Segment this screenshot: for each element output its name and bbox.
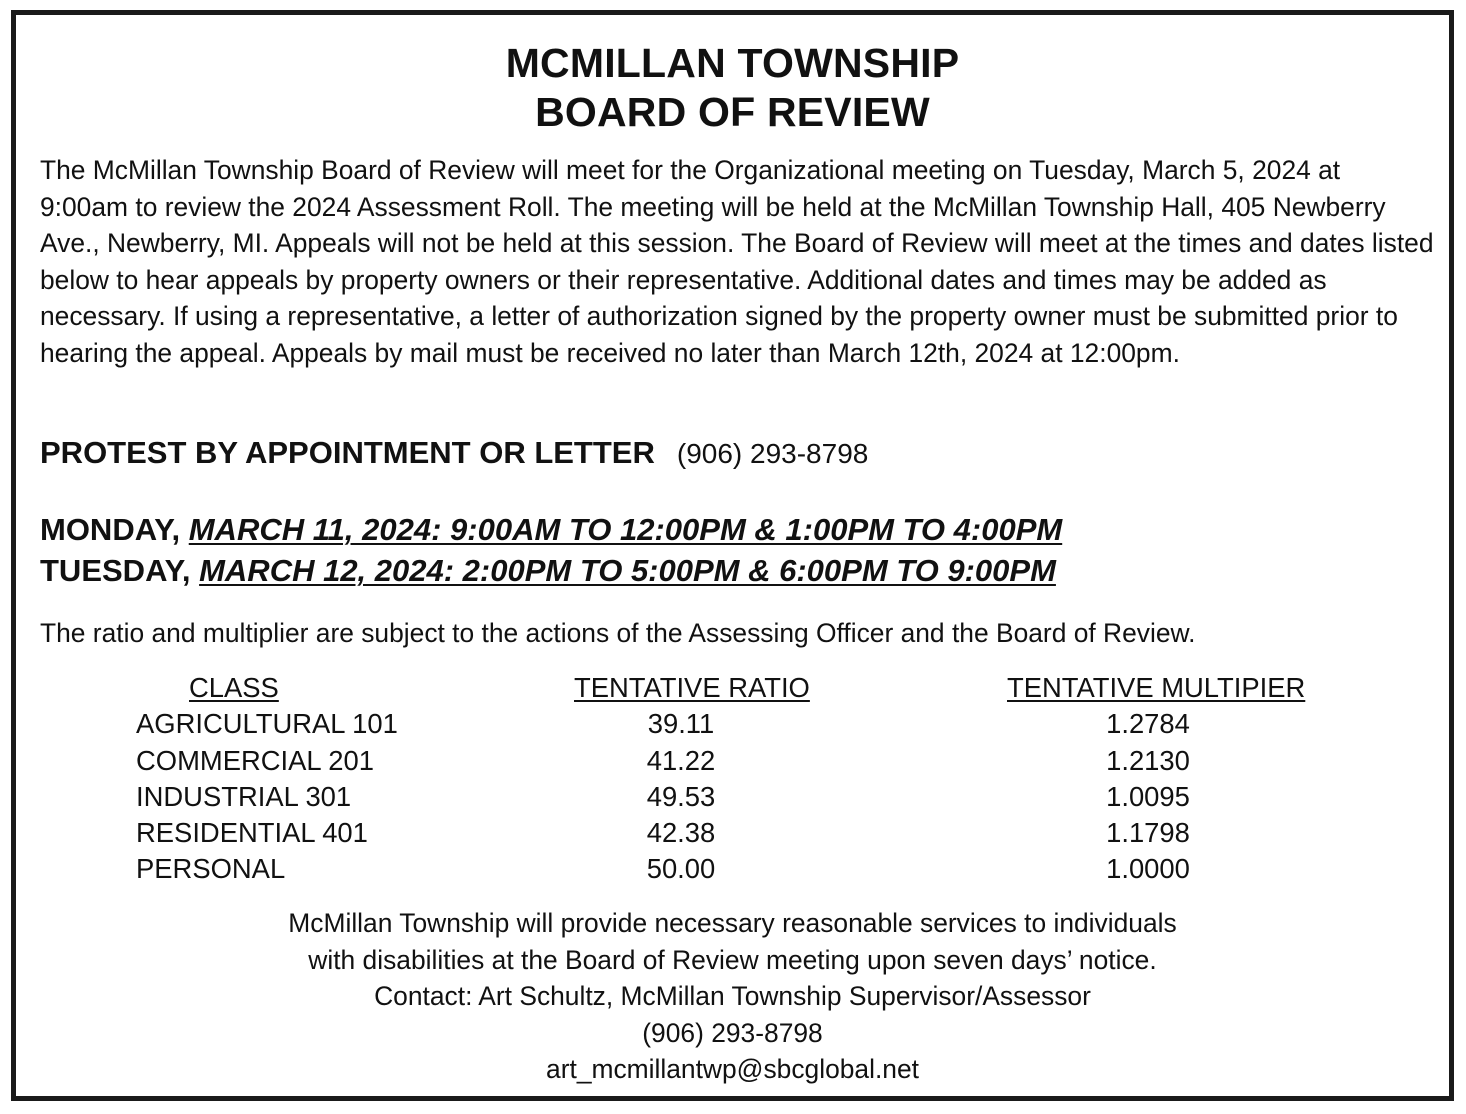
table-row <box>16 851 1449 887</box>
accessibility-contact <box>16 905 1449 1088</box>
multiplier-cell: 1.2130 <box>1106 744 1190 776</box>
header-ratio: TENTATIVE RATIO <box>574 672 810 703</box>
header-multiplier: TENTATIVE MULTIPIER <box>1007 672 1306 703</box>
footer-line-2: with disabilities at the Board of Review meeting upon seven days’ notice. <box>308 944 1157 975</box>
contact-email: art_mcmillantwp@sbcglobal.net <box>546 1054 919 1084</box>
ratio-cell: 41.22 <box>646 744 716 776</box>
protest-phone: (906) 293-8798 <box>676 438 869 469</box>
class-cell: AGRICULTURAL 101 <box>136 708 398 740</box>
notice-title <box>16 39 1449 137</box>
schedule-day: TUESDAY, <box>40 553 191 588</box>
multiplier-cell: 1.0000 <box>1106 853 1190 885</box>
schedule-row-tuesday <box>40 550 1062 591</box>
hearing-schedule <box>40 509 1062 591</box>
schedule-day: MONDAY, <box>40 512 181 547</box>
ratio-cell: 39.11 <box>647 708 715 740</box>
contact-name: Contact: Art Schultz, McMillan Township Supervisor/Assessor <box>374 981 1091 1011</box>
multiplier-cell: 1.1798 <box>1106 817 1190 849</box>
multiplier-cell: 1.0095 <box>1106 780 1190 812</box>
intro-paragraph: The McMillan Township Board of Review will meet for the Organizational meeting on Tuesday, March 5, 2024 at 9:00am to review the 2024 Assessment Roll. The meeting will be held at the McMillan Township Hall, 405 Newberry Ave., Newberry, MI. Appeals will not be held at this session. The Board of Review will meet at the times and dates listed below to hear appeals by property owners or their representative. Additional dates and times may be added as necessary. If using a representative, a letter of authorization signed by the property owner must be submitted prior to hearing the appeal. Appeals by mail must be received no later than March 12th, 2024 at 12:00pm. <box>40 155 1434 368</box>
ratio-cell: 50.00 <box>646 853 716 885</box>
schedule-times: MARCH 12, 2024: 2:00PM TO 5:00PM & 6:00PM TO 9:00PM <box>199 553 1056 588</box>
contact-phone: (906) 293-8798 <box>642 1017 823 1048</box>
class-cell: INDUSTRIAL 301 <box>136 780 352 812</box>
multiplier-cell: 1.2784 <box>1106 708 1190 740</box>
header-class: CLASS <box>189 672 279 703</box>
class-cell: PERSONAL <box>136 853 286 885</box>
schedule-row-monday <box>40 509 1062 550</box>
table-row <box>16 815 1449 851</box>
notice-frame <box>11 10 1454 1101</box>
ratio-cell: 49.53 <box>646 780 716 812</box>
table-row <box>16 779 1449 815</box>
class-cell: RESIDENTIAL 401 <box>136 817 368 849</box>
ratio-note: The ratio and multiplier are subject to the actions of the Assessing Officer and the Board of Review. <box>40 618 1196 648</box>
table-row <box>16 706 1449 742</box>
table-header-row <box>16 670 1449 706</box>
protest-line <box>40 433 868 474</box>
class-cell: COMMERCIAL 201 <box>136 744 374 776</box>
footer-line-1: McMillan Township will provide necessary reasonable services to individuals <box>288 908 1177 938</box>
protest-label: PROTEST BY APPOINTMENT OR LETTER <box>40 435 655 470</box>
ratio-multiplier-table <box>16 670 1449 888</box>
title-line-1: MCMILLAN TOWNSHIP <box>505 40 960 86</box>
ratio-cell: 42.38 <box>646 817 716 849</box>
schedule-times: MARCH 11, 2024: 9:00AM TO 12:00PM & 1:00PM TO 4:00PM <box>188 512 1063 547</box>
table-row <box>16 743 1449 779</box>
title-line-2: BOARD OF REVIEW <box>535 89 930 135</box>
